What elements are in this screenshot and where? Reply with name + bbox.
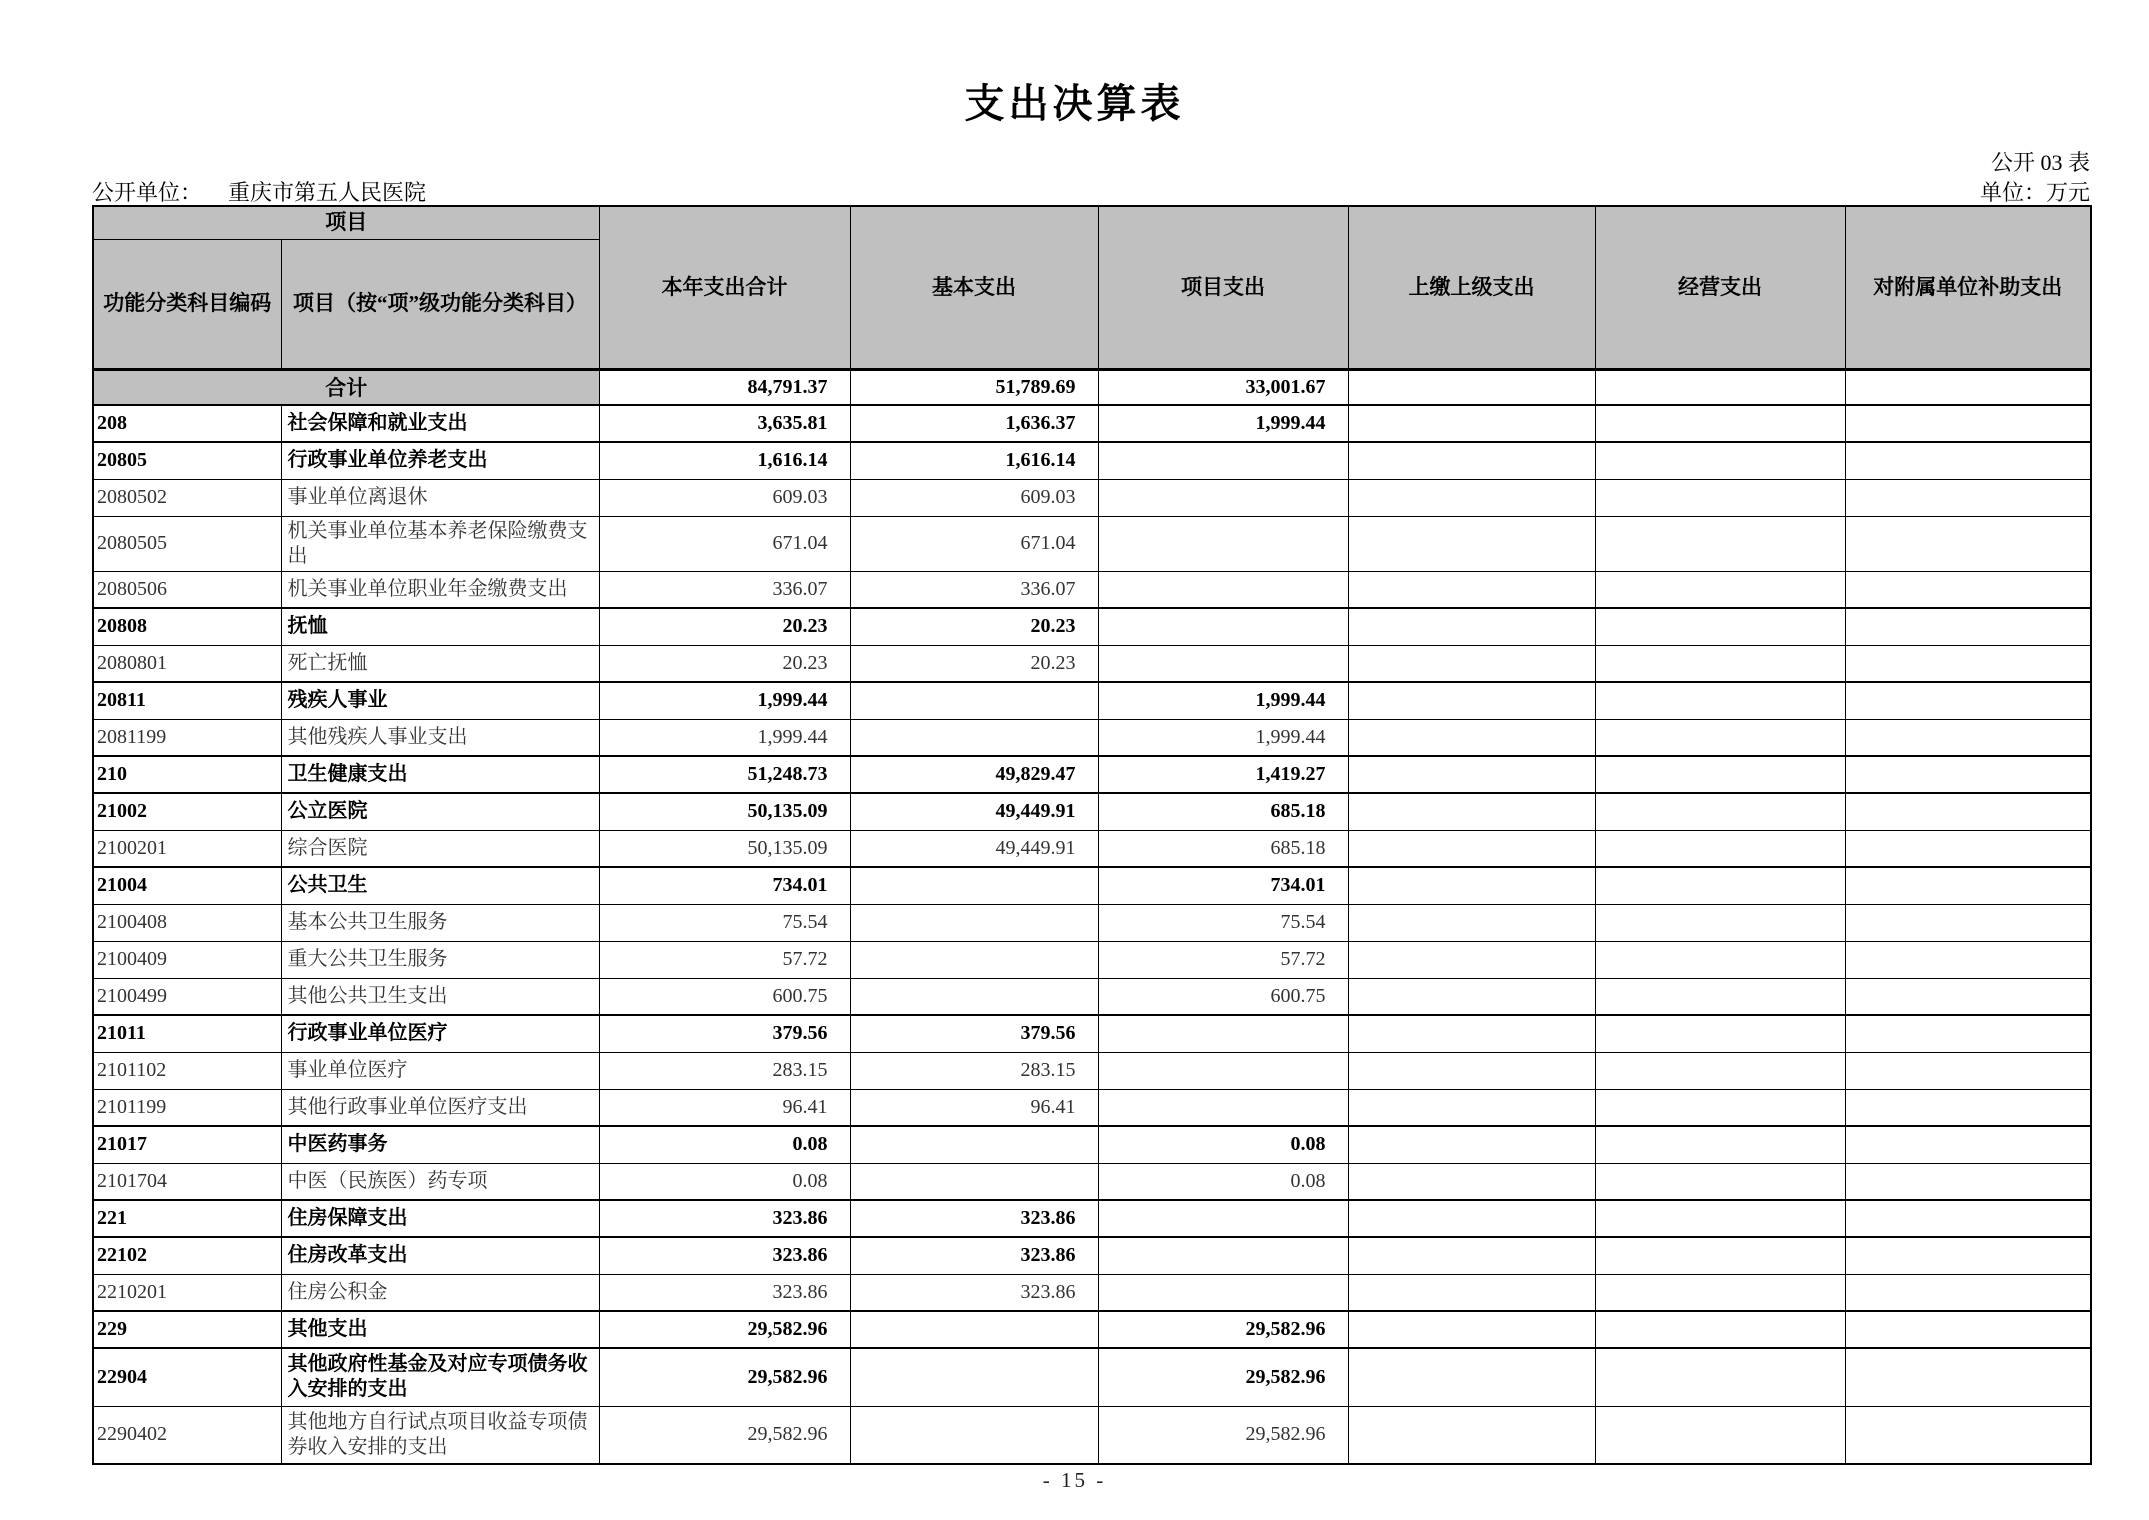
row-value-cell: 1,616.14 <box>599 442 850 479</box>
row-value-cell: 1,999.44 <box>1098 405 1348 442</box>
row-value-cell <box>1595 904 1845 941</box>
row-value-cell <box>1595 442 1845 479</box>
row-item-name: 其他行政事业单位医疗支出 <box>281 1089 599 1126</box>
row-value-cell <box>1348 1311 1595 1348</box>
row-item-name: 机关事业单位基本养老保险缴费支出 <box>281 516 599 571</box>
row-value-cell <box>1348 1015 1595 1052</box>
total-value-cell: 51,789.69 <box>850 369 1098 405</box>
row-value-cell <box>1348 405 1595 442</box>
row-value-cell <box>1845 1163 2091 1200</box>
row-value-cell <box>1595 608 1845 645</box>
row-value-cell: 671.04 <box>850 516 1098 571</box>
row-function-code: 2100201 <box>93 830 281 867</box>
table-code-label: 公开 03 表 <box>1990 150 2090 175</box>
row-item-name: 住房保障支出 <box>281 1200 599 1237</box>
row-function-code: 2080505 <box>93 516 281 571</box>
row-value-cell <box>1595 756 1845 793</box>
row-value-cell <box>1348 682 1595 719</box>
row-value-cell <box>850 941 1098 978</box>
row-value-cell: 49,449.91 <box>850 830 1098 867</box>
row-value-cell: 0.08 <box>599 1163 850 1200</box>
row-value-cell <box>1595 719 1845 756</box>
row-value-cell <box>1845 1406 2091 1464</box>
row-value-cell <box>1348 978 1595 1015</box>
row-value-cell <box>1595 1089 1845 1126</box>
row-value-cell <box>1845 1311 2091 1348</box>
row-function-code: 2101102 <box>93 1052 281 1089</box>
row-function-code: 2101199 <box>93 1089 281 1126</box>
row-function-code: 21002 <box>93 793 281 830</box>
row-item-name: 综合医院 <box>281 830 599 867</box>
row-value-cell <box>1845 904 2091 941</box>
row-value-cell: 75.54 <box>1098 904 1348 941</box>
row-value-cell <box>1348 867 1595 904</box>
row-value-cell: 50,135.09 <box>599 793 850 830</box>
table-row <box>93 1274 2091 1311</box>
row-value-cell: 734.01 <box>1098 867 1348 904</box>
row-value-cell <box>850 1311 1098 1348</box>
row-function-code: 221 <box>93 1200 281 1237</box>
row-value-cell <box>1348 1052 1595 1089</box>
row-value-cell: 283.15 <box>850 1052 1098 1089</box>
row-value-cell: 96.41 <box>850 1089 1098 1126</box>
row-value-cell: 336.07 <box>850 571 1098 608</box>
row-value-cell <box>1098 1200 1348 1237</box>
row-value-cell <box>1595 1348 1845 1406</box>
row-value-cell <box>1845 516 2091 571</box>
row-function-code: 2101704 <box>93 1163 281 1200</box>
header-col-project-expenditure: 项目支出 <box>1098 206 1348 369</box>
row-value-cell <box>1595 941 1845 978</box>
row-function-code: 2100408 <box>93 904 281 941</box>
row-value-cell <box>1595 793 1845 830</box>
row-item-name: 住房公积金 <box>281 1274 599 1311</box>
table-row <box>93 1089 2091 1126</box>
row-function-code: 21004 <box>93 867 281 904</box>
row-value-cell <box>1098 516 1348 571</box>
table-row <box>93 1311 2091 1348</box>
row-item-name: 其他地方自行试点项目收益专项债券收入安排的支出 <box>281 1406 599 1464</box>
row-function-code: 2080502 <box>93 479 281 516</box>
row-value-cell <box>1595 867 1845 904</box>
table-row <box>93 904 2091 941</box>
row-value-cell: 75.54 <box>599 904 850 941</box>
row-value-cell: 20.23 <box>850 608 1098 645</box>
row-function-code: 210 <box>93 756 281 793</box>
row-value-cell <box>1348 1274 1595 1311</box>
table-row <box>93 793 2091 830</box>
row-value-cell <box>1845 405 2091 442</box>
row-value-cell <box>1348 719 1595 756</box>
table-row <box>93 756 2091 793</box>
table-row <box>93 1406 2091 1464</box>
row-item-name: 其他支出 <box>281 1311 599 1348</box>
row-value-cell <box>1845 571 2091 608</box>
row-value-cell: 379.56 <box>850 1015 1098 1052</box>
row-value-cell: 1,419.27 <box>1098 756 1348 793</box>
publisher-label: 公开单位： <box>92 180 203 205</box>
row-value-cell: 1,999.44 <box>599 682 850 719</box>
header-col-function-code: 功能分类科目编码 <box>93 239 281 369</box>
row-value-cell: 29,582.96 <box>1098 1348 1348 1406</box>
row-item-name: 公立医院 <box>281 793 599 830</box>
total-value-cell <box>1595 369 1845 405</box>
row-item-name: 行政事业单位医疗 <box>281 1015 599 1052</box>
row-value-cell: 49,829.47 <box>850 756 1098 793</box>
row-function-code: 208 <box>93 405 281 442</box>
row-value-cell: 20.23 <box>599 608 850 645</box>
row-value-cell <box>1348 1200 1595 1237</box>
row-value-cell <box>1348 516 1595 571</box>
row-value-cell <box>1845 1126 2091 1163</box>
row-value-cell: 609.03 <box>850 479 1098 516</box>
row-value-cell: 336.07 <box>599 571 850 608</box>
table-row <box>93 1237 2091 1274</box>
publisher-name: 重庆市第五人民医院 <box>228 180 427 205</box>
row-item-name: 其他政府性基金及对应专项债务收入安排的支出 <box>281 1348 599 1406</box>
header-col-upward-payment: 上缴上级支出 <box>1348 206 1595 369</box>
expenditure-table <box>92 205 2092 1465</box>
table-row <box>93 1015 2091 1052</box>
row-item-name: 其他公共卫生支出 <box>281 978 599 1015</box>
table-row <box>93 1163 2091 1200</box>
row-value-cell <box>1595 1237 1845 1274</box>
row-value-cell: 323.86 <box>599 1237 850 1274</box>
row-item-name: 社会保障和就业支出 <box>281 405 599 442</box>
publisher-line <box>92 176 426 207</box>
row-value-cell <box>1845 830 2091 867</box>
row-item-name: 基本公共卫生服务 <box>281 904 599 941</box>
row-value-cell <box>850 904 1098 941</box>
row-value-cell <box>1595 1406 1845 1464</box>
row-value-cell <box>1348 608 1595 645</box>
row-value-cell <box>1845 682 2091 719</box>
row-value-cell <box>1595 1163 1845 1200</box>
row-value-cell <box>1845 719 2091 756</box>
row-value-cell <box>1845 1274 2091 1311</box>
row-value-cell <box>1098 1052 1348 1089</box>
row-function-code: 22102 <box>93 1237 281 1274</box>
row-value-cell <box>1348 442 1595 479</box>
row-value-cell: 20.23 <box>599 645 850 682</box>
row-function-code: 2080801 <box>93 645 281 682</box>
row-value-cell <box>1595 516 1845 571</box>
row-value-cell <box>1845 1348 2091 1406</box>
row-value-cell <box>1098 608 1348 645</box>
table-row <box>93 1052 2091 1089</box>
row-value-cell <box>1595 1200 1845 1237</box>
table-row <box>93 571 2091 608</box>
row-item-name: 机关事业单位职业年金缴费支出 <box>281 571 599 608</box>
header-col-item-name: 项目（按“项”级功能分类科目） <box>281 239 599 369</box>
row-item-name: 中医药事务 <box>281 1126 599 1163</box>
row-item-name: 公共卫生 <box>281 867 599 904</box>
row-value-cell: 671.04 <box>599 516 850 571</box>
row-item-name: 中医（民族医）药专项 <box>281 1163 599 1200</box>
row-value-cell <box>1348 645 1595 682</box>
table-row <box>93 1348 2091 1406</box>
row-value-cell: 1,999.44 <box>1098 719 1348 756</box>
row-value-cell <box>1098 479 1348 516</box>
header-group-project: 项目 <box>93 206 599 239</box>
row-value-cell <box>1845 1089 2091 1126</box>
row-function-code: 20805 <box>93 442 281 479</box>
row-value-cell <box>850 867 1098 904</box>
unit-measure-label: 单位：万元 <box>1979 180 2090 205</box>
table-header <box>93 206 2091 369</box>
row-value-cell: 0.08 <box>599 1126 850 1163</box>
row-value-cell <box>1348 1089 1595 1126</box>
row-value-cell <box>1595 1126 1845 1163</box>
row-value-cell <box>1348 904 1595 941</box>
row-value-cell <box>850 978 1098 1015</box>
table-row <box>93 1126 2091 1163</box>
row-item-name: 其他残疾人事业支出 <box>281 719 599 756</box>
row-value-cell <box>1595 830 1845 867</box>
row-value-cell <box>1845 1052 2091 1089</box>
row-value-cell: 49,449.91 <box>850 793 1098 830</box>
row-value-cell <box>1348 1237 1595 1274</box>
row-value-cell <box>1348 941 1595 978</box>
total-value-cell <box>1845 369 2091 405</box>
row-item-name: 死亡抚恤 <box>281 645 599 682</box>
row-value-cell: 323.86 <box>850 1200 1098 1237</box>
row-value-cell <box>1595 978 1845 1015</box>
row-item-name: 住房改革支出 <box>281 1237 599 1274</box>
table-row <box>93 608 2091 645</box>
row-value-cell <box>1348 756 1595 793</box>
row-function-code: 2210201 <box>93 1274 281 1311</box>
table-row <box>93 516 2091 571</box>
table-row <box>93 1200 2091 1237</box>
row-item-name: 残疾人事业 <box>281 682 599 719</box>
row-value-cell: 734.01 <box>599 867 850 904</box>
row-value-cell: 323.86 <box>850 1237 1098 1274</box>
row-value-cell <box>850 1163 1098 1200</box>
page-title: 支出决算表 <box>964 81 1185 126</box>
table-row <box>93 941 2091 978</box>
total-value-cell: 33,001.67 <box>1098 369 1348 405</box>
row-value-cell: 0.08 <box>1098 1163 1348 1200</box>
row-value-cell <box>1595 1052 1845 1089</box>
row-value-cell: 29,582.96 <box>599 1348 850 1406</box>
row-value-cell <box>1845 645 2091 682</box>
row-function-code: 22904 <box>93 1348 281 1406</box>
row-value-cell <box>1098 1015 1348 1052</box>
row-value-cell <box>1348 1348 1595 1406</box>
row-item-name: 行政事业单位养老支出 <box>281 442 599 479</box>
row-function-code: 21011 <box>93 1015 281 1052</box>
row-value-cell: 609.03 <box>599 479 850 516</box>
row-value-cell: 0.08 <box>1098 1126 1348 1163</box>
row-value-cell: 57.72 <box>1098 941 1348 978</box>
page-number: - 15 - <box>1042 1468 1107 1492</box>
row-item-name: 重大公共卫生服务 <box>281 941 599 978</box>
row-value-cell: 1,999.44 <box>599 719 850 756</box>
row-value-cell <box>1098 645 1348 682</box>
header-col-operating-expenditure: 经营支出 <box>1595 206 1845 369</box>
row-value-cell: 685.18 <box>1098 793 1348 830</box>
row-function-code: 20808 <box>93 608 281 645</box>
row-value-cell <box>1595 1015 1845 1052</box>
row-function-code: 229 <box>93 1311 281 1348</box>
row-item-name: 卫生健康支出 <box>281 756 599 793</box>
row-function-code: 21017 <box>93 1126 281 1163</box>
row-value-cell <box>850 1126 1098 1163</box>
table-row <box>93 479 2091 516</box>
row-value-cell: 3,635.81 <box>599 405 850 442</box>
row-value-cell: 1,999.44 <box>1098 682 1348 719</box>
row-value-cell <box>1845 1237 2091 1274</box>
row-value-cell: 50,135.09 <box>599 830 850 867</box>
header-col-basic-expenditure: 基本支出 <box>850 206 1098 369</box>
row-value-cell: 29,582.96 <box>599 1311 850 1348</box>
row-value-cell <box>850 719 1098 756</box>
row-value-cell <box>1595 1274 1845 1311</box>
table-body <box>93 369 2091 1464</box>
total-value-cell: 84,791.37 <box>599 369 850 405</box>
row-value-cell: 685.18 <box>1098 830 1348 867</box>
row-value-cell <box>1845 1015 2091 1052</box>
header-col-total-expenditure: 本年支出合计 <box>599 206 850 369</box>
table-row <box>93 405 2091 442</box>
row-value-cell: 1,636.37 <box>850 405 1098 442</box>
row-value-cell <box>1348 571 1595 608</box>
row-value-cell <box>1595 405 1845 442</box>
row-function-code: 2081199 <box>93 719 281 756</box>
row-value-cell <box>1098 1237 1348 1274</box>
row-item-name: 抚恤 <box>281 608 599 645</box>
row-function-code: 2100409 <box>93 941 281 978</box>
row-value-cell: 600.75 <box>599 978 850 1015</box>
row-value-cell: 379.56 <box>599 1015 850 1052</box>
row-value-cell: 96.41 <box>599 1089 850 1126</box>
row-value-cell: 29,582.96 <box>1098 1406 1348 1464</box>
row-value-cell <box>1845 479 2091 516</box>
table-row <box>93 719 2091 756</box>
total-row <box>93 369 2091 405</box>
row-value-cell <box>1845 608 2091 645</box>
row-value-cell <box>1348 1163 1595 1200</box>
row-item-name: 事业单位离退休 <box>281 479 599 516</box>
row-value-cell: 29,582.96 <box>599 1406 850 1464</box>
row-value-cell <box>1348 830 1595 867</box>
row-value-cell <box>1845 941 2091 978</box>
table-row <box>93 978 2091 1015</box>
total-value-cell <box>1348 369 1595 405</box>
row-value-cell: 323.86 <box>599 1274 850 1311</box>
row-value-cell <box>1098 1089 1348 1126</box>
row-value-cell <box>1595 1311 1845 1348</box>
row-value-cell <box>1845 793 2091 830</box>
row-value-cell <box>1595 645 1845 682</box>
row-value-cell <box>1595 682 1845 719</box>
row-value-cell <box>1098 1274 1348 1311</box>
row-value-cell: 57.72 <box>599 941 850 978</box>
row-value-cell <box>1845 442 2091 479</box>
table-row <box>93 682 2091 719</box>
table-row <box>93 867 2091 904</box>
row-value-cell <box>850 1406 1098 1464</box>
table-row <box>93 442 2091 479</box>
row-value-cell <box>1098 442 1348 479</box>
total-label-cell: 合计 <box>93 369 599 405</box>
header-col-subsidy-affiliated: 对附属单位补助支出 <box>1845 206 2091 369</box>
row-value-cell <box>1845 1200 2091 1237</box>
row-value-cell <box>1845 978 2091 1015</box>
row-value-cell <box>1348 1126 1595 1163</box>
row-value-cell: 323.86 <box>599 1200 850 1237</box>
row-value-cell: 29,582.96 <box>1098 1311 1348 1348</box>
row-function-code: 2290402 <box>93 1406 281 1464</box>
row-value-cell <box>1348 793 1595 830</box>
row-value-cell: 283.15 <box>599 1052 850 1089</box>
row-value-cell: 1,616.14 <box>850 442 1098 479</box>
row-value-cell <box>1845 867 2091 904</box>
row-function-code: 2080506 <box>93 571 281 608</box>
row-value-cell <box>850 1348 1098 1406</box>
row-value-cell <box>1098 571 1348 608</box>
row-value-cell <box>1845 756 2091 793</box>
row-value-cell: 323.86 <box>850 1274 1098 1311</box>
row-function-code: 2100499 <box>93 978 281 1015</box>
row-value-cell: 20.23 <box>850 645 1098 682</box>
row-value-cell <box>1595 479 1845 516</box>
row-value-cell: 51,248.73 <box>599 756 850 793</box>
table-row <box>93 830 2091 867</box>
row-function-code: 20811 <box>93 682 281 719</box>
row-value-cell <box>1348 1406 1595 1464</box>
row-value-cell <box>850 682 1098 719</box>
table-row <box>93 645 2091 682</box>
row-value-cell: 600.75 <box>1098 978 1348 1015</box>
row-value-cell <box>1595 571 1845 608</box>
row-value-cell <box>1348 479 1595 516</box>
row-item-name: 事业单位医疗 <box>281 1052 599 1089</box>
